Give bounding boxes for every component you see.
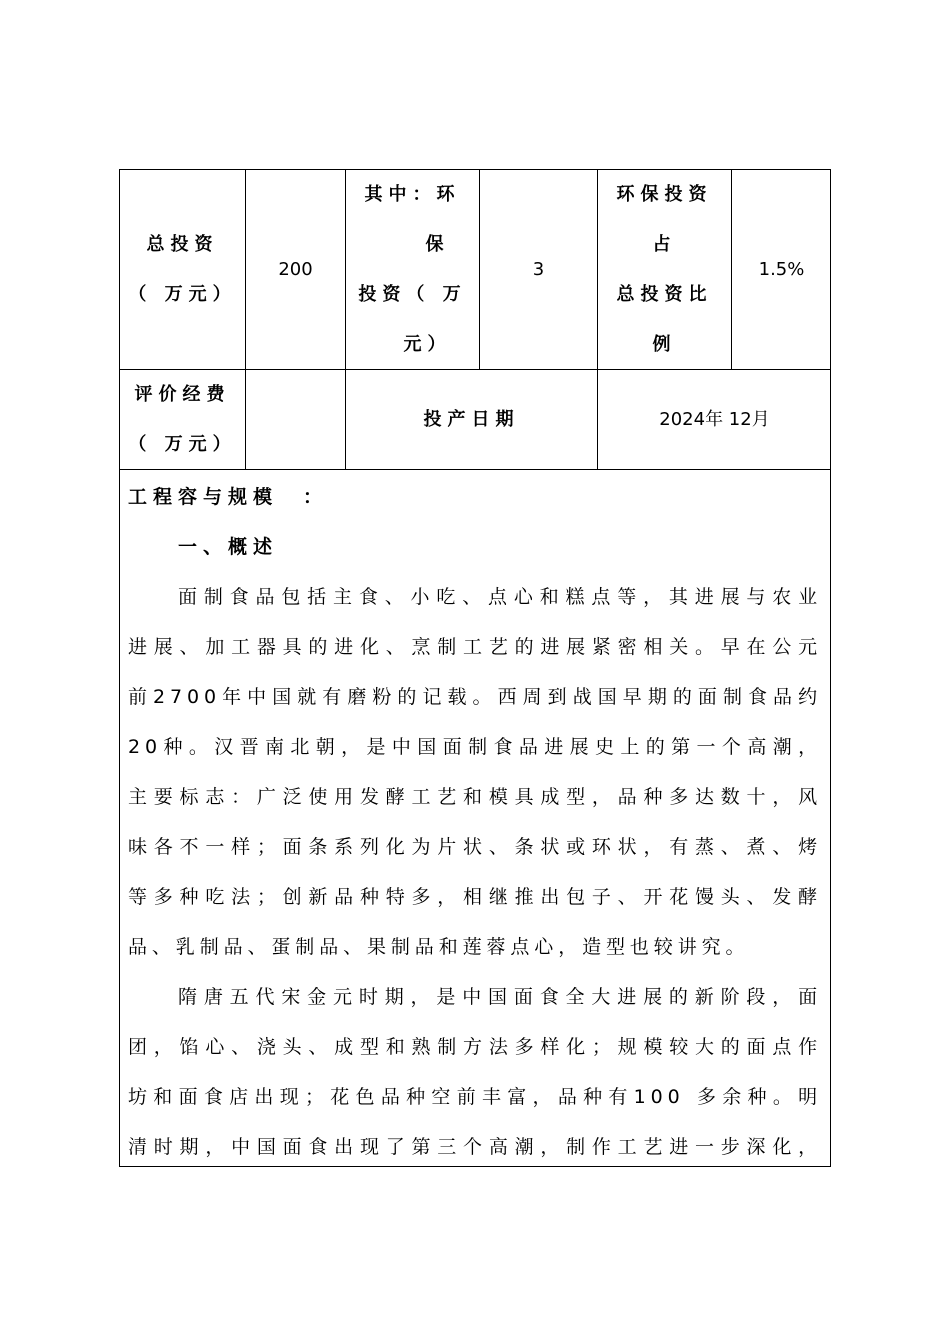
eval-fee-label: 评价经费 （ 万元） — [128, 383, 237, 455]
production-date-label: 投产日期 — [423, 408, 520, 430]
env-ratio-value: 1.5% — [758, 258, 805, 280]
paragraph-line: 坊和面食店出现；花色品种空前丰富，品种有100 多余种。明 — [128, 1086, 822, 1108]
env-ratio-label: 环保投资 占 总投资比 例 — [616, 183, 713, 355]
paragraph-line: 主要标志：广泛使用发酵工艺和模具成型，品种多达数十，风 — [128, 786, 822, 808]
env-investment-value: 3 — [532, 258, 545, 280]
total-investment-value: 200 — [278, 258, 313, 280]
section-title: 工程容与规模 ： — [128, 486, 329, 508]
paragraph-line: 隋唐五代宋金元时期，是中国面食全大进展的新阶段，面 — [178, 986, 822, 1008]
paragraph-line: 面制食品包括主食、小吃、点心和糕点等，其进展与农业 — [178, 586, 822, 608]
eval-fee-value — [246, 370, 345, 469]
production-date-value: 2024年 12月 — [659, 408, 770, 430]
total-investment-label: 总投资 （ 万元） — [128, 233, 237, 305]
project-description — [128, 472, 822, 1172]
paragraph-line: 团，馅心、浇头、成型和熟制方法多样化；规模较大的面点作 — [128, 1036, 822, 1058]
paragraph-line: 等多种吃法；创新品种特多，相继推出包子、开花馒头、发酵 — [128, 886, 822, 908]
subsection-title: 一、概述 — [178, 536, 279, 558]
paragraph-line: 味各不一样；面条系列化为片状、条状或环状，有蒸、煮、烤 — [128, 836, 822, 858]
paragraph-line: 20种。汉晋南北朝，是中国面制食品进展史上的第一个高潮， — [128, 736, 822, 758]
env-investment-label: 其中：环 保 投资（ 万 元） — [358, 183, 467, 355]
paragraph-line: 进展、加工器具的进化、烹制工艺的进展紧密相关。早在公元 — [128, 636, 822, 658]
paragraph-line: 品、乳制品、蛋制品、果制品和莲蓉点心，造型也较讲究。 — [128, 936, 750, 958]
paragraph-line: 清时期，中国面食出现了第三个高潮，制作工艺进一步深化， — [128, 1136, 822, 1158]
paragraph-line: 前2700年中国就有磨粉的记载。西周到战国早期的面制食品约 — [128, 686, 822, 708]
